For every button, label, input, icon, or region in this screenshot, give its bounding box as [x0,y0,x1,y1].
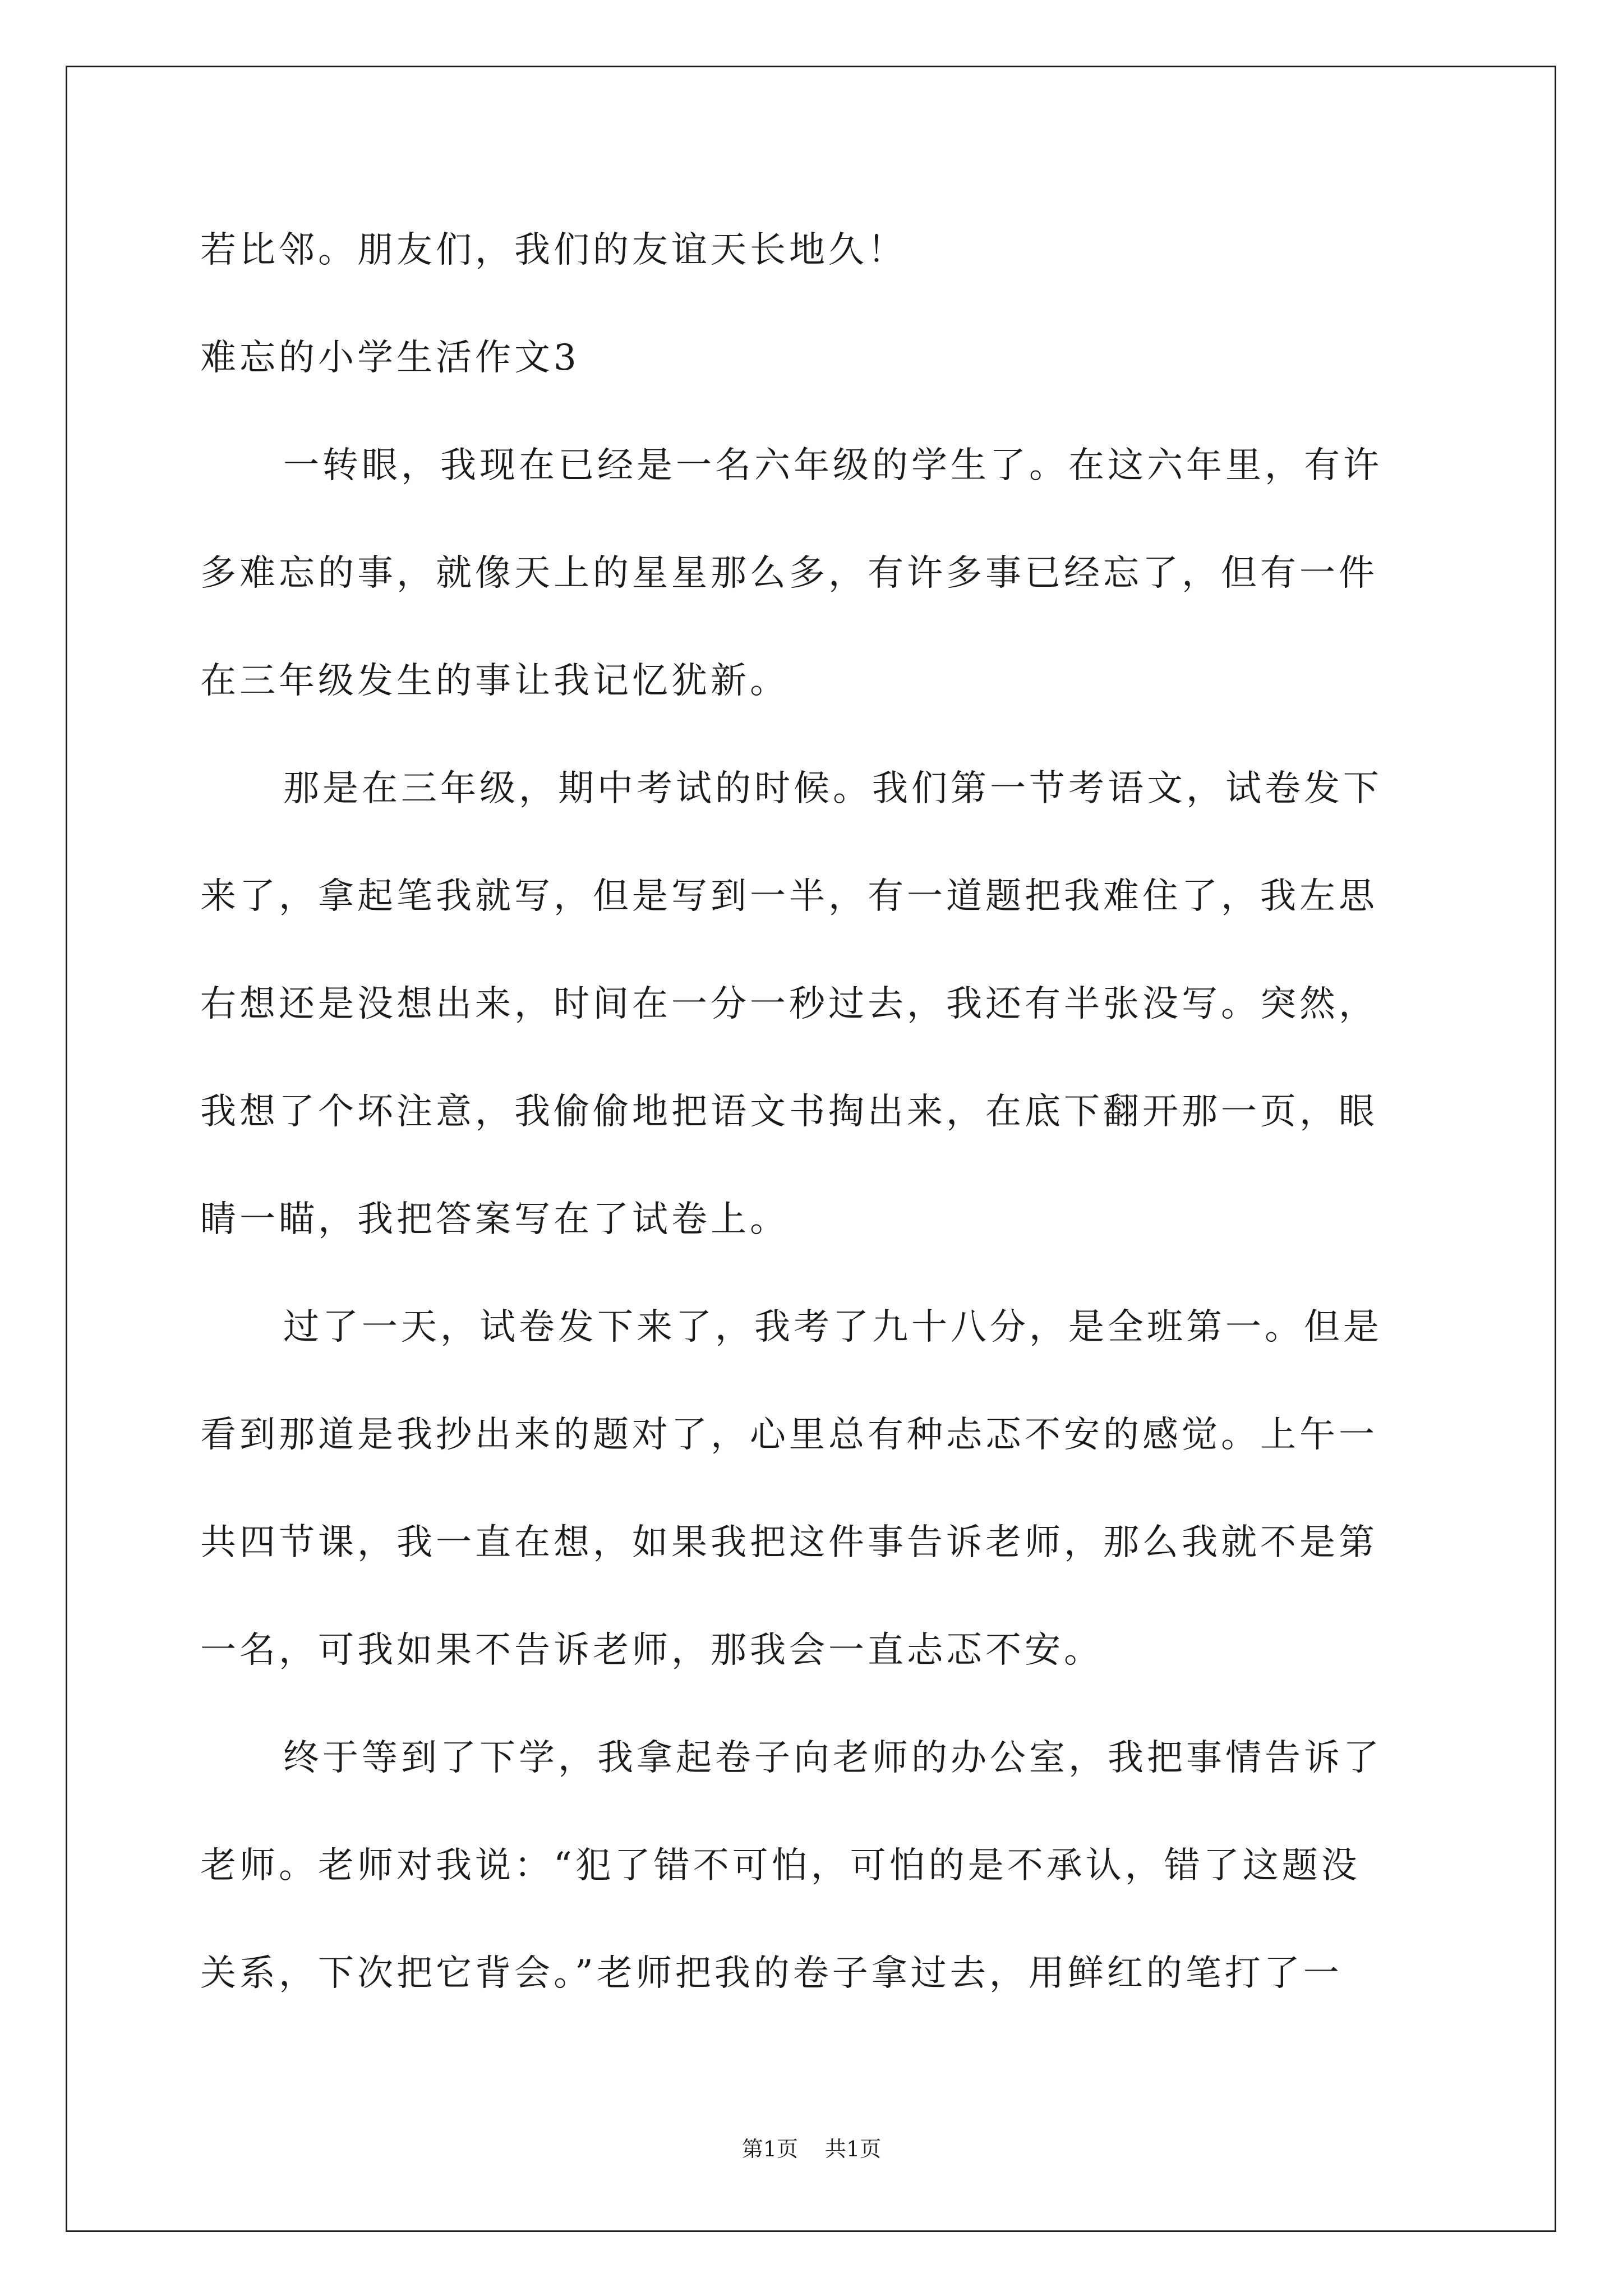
page-total: 共1页 [825,2137,882,2161]
text-line: 共四节课，我一直在想，如果我把这件事告诉老师，那么我就不是第 [200,1522,1378,1563]
text-line: 右想还是没想出来，时间在一分一秒过去，我还有半张没写。突然， [200,983,1378,1025]
text-line: 来了，拿起笔我就写，但是写到一半，有一道题把我难住了，我左思 [200,876,1378,917]
text-line: 我想了个坏注意，我偷偷地把语文书掏出来，在底下翻开那一页，眼 [200,1091,1378,1133]
text-line: 一名，可我如果不告诉老师，那我会一直忐忑不安。 [200,1630,1103,1671]
paragraph-first-line: 一转眼，我现在已经是一名六年级的学生了。在这六年里，有许 [283,445,1382,486]
paragraph-first-line: 那是在三年级，期中考试的时候。我们第一节考语文，试卷发下 [283,768,1382,809]
text-line: 多难忘的事，就像天上的星星那么多，有许多事已经忘了，但有一件 [200,553,1378,594]
paragraph-first-line: 过了一天，试卷发下来了，我考了九十八分，是全班第一。但是 [283,1306,1382,1348]
paragraph-first-line: 终于等到了下学，我拿起卷子向老师的办公室，我把事情告诉了 [283,1737,1382,1779]
page-footer [0,2132,1623,2162]
page-border [66,66,1556,2232]
text-line: 关系，下次把它背会。”老师把我的卷子拿过去，用鲜红的笔打了一 [200,1953,1343,1994]
section-title: 难忘的小学生活作文3 [200,337,580,379]
text-line: 老师。老师对我说：“犯了错不可怕，可怕的是不承认，错了这题没 [200,1845,1361,1887]
text-line: 看到那道是我抄出来的题对了，心里总有种忐忑不安的感觉。上午一 [200,1414,1378,1456]
text-line: 在三年级发生的事让我记忆犹新。 [200,660,789,702]
page-number: 第1页 [741,2137,798,2161]
text-line: 若比邻。朋友们，我们的友谊天长地久！ [200,229,907,271]
text-line: 睛一瞄，我把答案写在了试卷上。 [200,1199,789,1240]
